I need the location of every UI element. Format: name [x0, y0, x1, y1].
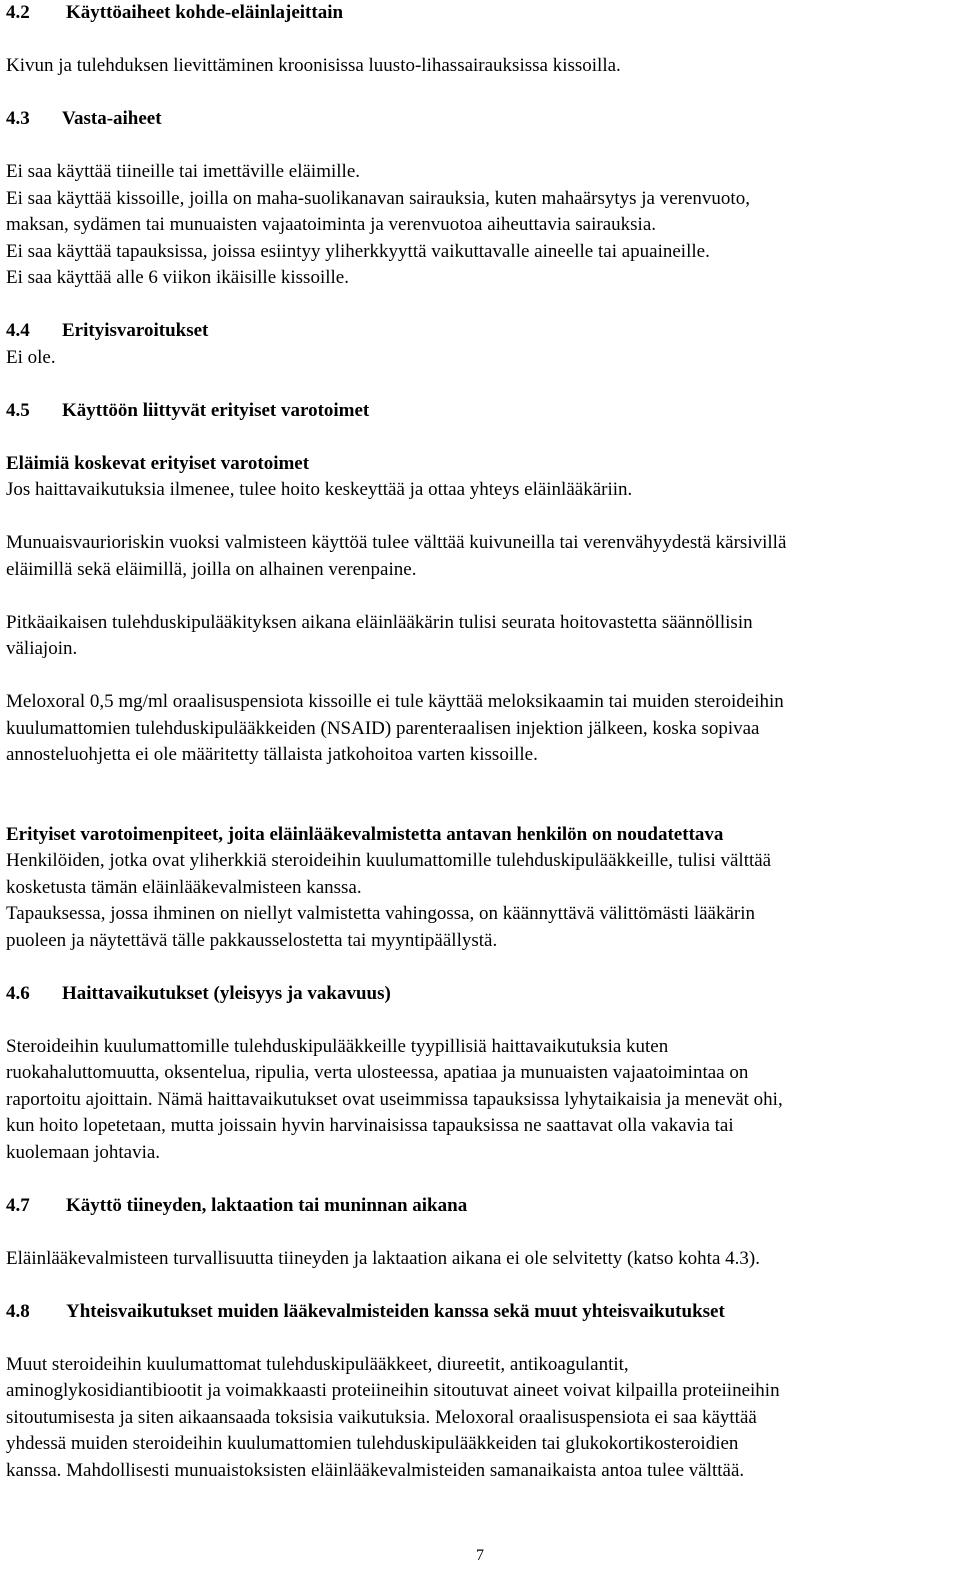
section-title: Käyttöaiheet kohde-eläinlajeittain	[66, 2, 344, 23]
section-title: Yhteisvaikutukset muiden lääkevalmisteiden kanssa sekä muut yhteisvaikutukset	[66, 1300, 725, 1322]
section-title: Käyttö tiineyden, laktaation tai muninnan aikana	[66, 1194, 468, 1216]
subheading: Eläimiä koskevat erityiset varotoimet	[6, 452, 310, 474]
text-line: Henkilöiden, jotka ovat yliherkkiä steroideihin kuulumattomille tulehduskipulääkkeille, tulisi välttää	[6, 850, 772, 871]
text-line: kosketusta tämän eläinlääkevalmisteen kanssa.	[6, 876, 362, 898]
text-line: kun hoito lopetetaan, mutta joissain hyvin harvinaisissa tapauksissa ne saattavat olla vakavia tai	[6, 1115, 734, 1136]
text-line: Jos haittavaikutuksia ilmenee, tulee hoito keskeyttää ja ottaa yhteys eläinlääkäriin.	[6, 479, 633, 500]
section-number: 4.8	[6, 1300, 30, 1322]
subheading: Erityiset varotoimenpiteet, joita eläinlääkevalmistetta antavan henkilön on noudatettava	[6, 823, 724, 845]
section-number: 4.4	[6, 320, 30, 341]
text-line: raportoitu ajoittain. Nämä haittavaikutukset ovat useimmissa tapauksissa lyhytaikaisia ja menevät ohi,	[6, 1088, 783, 1110]
section-number: 4.5	[6, 399, 30, 421]
document-body	[6, 0, 956, 1484]
section-heading-4-4	[6, 318, 956, 345]
paragraph: Kivun ja tulehduksen lievittäminen kroonisissa luusto-lihassairauksissa kissoilla.	[6, 55, 621, 76]
text-line: Munuaisvaurioriskin vuoksi valmisteen käyttöä tulee välttää kuivuneilla tai verenvähyydestä kärsivillä	[6, 532, 787, 553]
text-line: puoleen ja näytettävä tälle pakkausselostetta tai myyntipäällystä.	[6, 929, 498, 951]
text-line: Steroideihin kuulumattomille tulehduskipulääkkeille tyypillisiä haittavaikutuksia kuten	[6, 1035, 669, 1057]
text-line: kuulumattomien tulehduskipulääkkeiden (NSAID) parenteraalisen injektion jälkeen, koska sopivaa	[6, 717, 760, 739]
text-line: Pitkäaikaisen tulehduskipulääkityksen aikana eläinlääkärin tulisi seurata hoitovastetta säännöllisin	[6, 611, 753, 633]
section-heading-4-7	[6, 1193, 956, 1220]
text-line: yhdessä muiden steroideihin kuulumattomien tulehduskipulääkkeiden tai glukokortikosteroidien	[6, 1433, 739, 1454]
text-line: aminoglykosidiantibiootit ja voimakkaasti proteiineihin sitoutuvat aineet voivat kilpailla proteiineihin	[6, 1380, 780, 1401]
section-title: Vasta-aiheet	[62, 108, 162, 129]
paragraph: Ei ole.	[6, 346, 56, 368]
text-line: ruokahaluttomuutta, oksentelua, ripulia, verta ulosteessa, apatiaa ja munuaisten vajaatoimintaa on	[6, 1062, 749, 1083]
text-line: Ei saa käyttää kissoille, joilla on maha-suolikanavan sairauksia, kuten mahaärsytys ja verenvuoto,	[6, 187, 750, 209]
text-line: Ei saa käyttää tapauksissa, joissa esiintyy yliherkkyyttä vaikuttavalle aineelle tai apuaineille.	[6, 240, 710, 262]
section-title: Haittavaikutukset (yleisyys ja vakavuus)	[62, 982, 391, 1004]
section-heading-4-8	[6, 1299, 956, 1326]
section-heading-4-3	[6, 106, 956, 133]
section-number: 4.2	[6, 2, 30, 23]
text-line: maksan, sydämen tai munuaisten vajaatoiminta ja verenvuotoa aiheuttavia sairauksia.	[6, 214, 657, 235]
text-line: eläimillä sekä eläimillä, joilla on alhainen verenpaine.	[6, 558, 417, 580]
section-number: 4.7	[6, 1194, 30, 1216]
section-heading-4-2	[6, 0, 956, 27]
text-line: Meloxoral 0,5 mg/ml oraalisuspensiota kissoille ei tule käyttää meloksikaamin tai muiden steroideihin	[6, 691, 784, 712]
paragraph: Eläinlääkevalmisteen turvallisuutta tiineyden ja laktaation aikana ei ole selvitetty (katso kohta 4.3).	[6, 1247, 760, 1269]
text-line: annosteluohjetta ei ole määritetty tällaista jatkohoitoa varten kissoille.	[6, 744, 538, 765]
section-number: 4.6	[6, 982, 30, 1004]
section-title: Käyttöön liittyvät erityiset varotoimet	[62, 399, 370, 421]
page-number: 7	[476, 1547, 484, 1564]
section-heading-4-5	[6, 398, 956, 425]
text-line: Tapauksessa, jossa ihminen on niellyt valmistetta vahingossa, on käännyttävä välittömästi lääkärin	[6, 903, 755, 924]
text-line: Muut steroideihin kuulumattomat tulehduskipulääkkeet, diureetit, antikoagulantit,	[6, 1353, 629, 1375]
section-title: Erityisvaroitukset	[62, 320, 209, 341]
section-number: 4.3	[6, 108, 30, 129]
text-line: kanssa. Mahdollisesti munuaistoksisten eläinlääkevalmisteiden samanaikaista antoa tulee välttää.	[6, 1459, 745, 1481]
text-line: Ei saa käyttää alle 6 viikon ikäisille kissoille.	[6, 267, 349, 288]
text-line: väliajoin.	[6, 638, 78, 659]
text-line: kuolemaan johtavia.	[6, 1141, 161, 1163]
section-heading-4-6	[6, 981, 956, 1008]
text-line: sitoutumisesta ja siten aikaansaada toksisia vaikutuksia. Meloxoral oraalisuspensiota ei saa käyttää	[6, 1406, 757, 1428]
text-line: Ei saa käyttää tiineille tai imettäville eläimille.	[6, 161, 361, 182]
